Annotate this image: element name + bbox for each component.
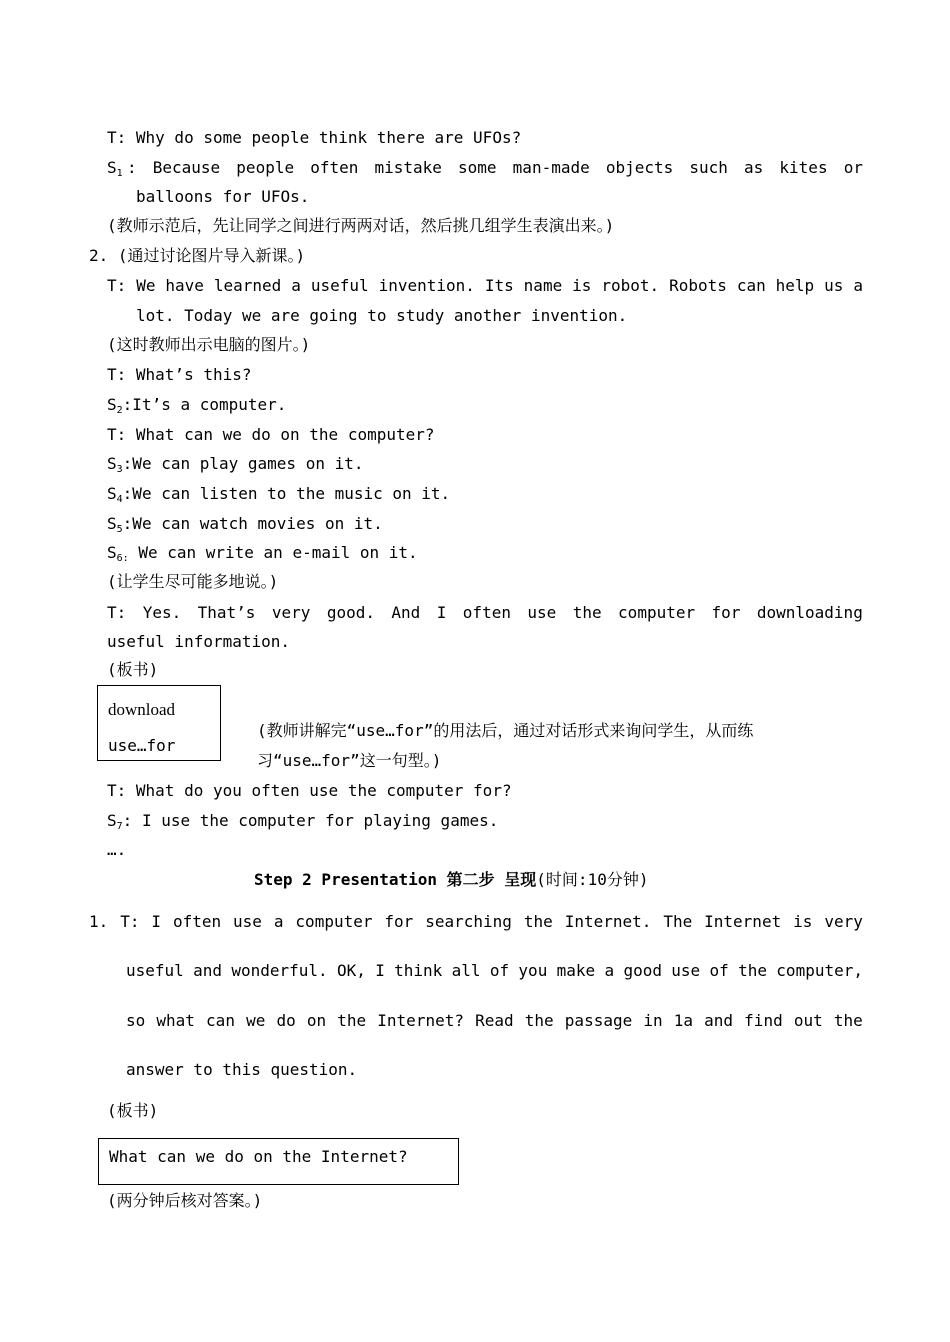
word: 1a [673, 1011, 694, 1030]
word: mistake [374, 158, 442, 177]
board-box-1 [97, 685, 221, 761]
word: the [833, 1011, 863, 1030]
word: Because [152, 158, 221, 177]
board-word-download: download [108, 700, 176, 719]
board-label-2: (板书) [107, 1101, 159, 1120]
word: is [572, 276, 592, 295]
presentation-line-1 [89, 912, 863, 932]
word: as [744, 158, 764, 177]
word: have [165, 276, 204, 295]
word: a [604, 961, 615, 980]
word: T: [107, 603, 127, 622]
dialogue-line-s4: $S_4:We$ can listen to the music on it. [107, 484, 451, 505]
word: often [462, 603, 511, 622]
word: learned [213, 276, 282, 295]
teacher-note-5: (两分钟后核对答案。) [107, 1191, 263, 1210]
word: so [126, 1011, 146, 1030]
word: robot. [601, 276, 660, 295]
word: useful [126, 961, 184, 980]
word: on [306, 1011, 327, 1030]
dialogue-line-t-ufos: T: Why do some people think there are UFOs? [107, 128, 522, 147]
word: a [291, 276, 301, 295]
word: find [744, 1011, 783, 1030]
word: kites [779, 158, 828, 177]
dialogue-line-t-what-can: T: What can we do on the computer? [107, 425, 435, 444]
word: all [451, 961, 481, 980]
word: some [458, 158, 497, 177]
presentation-line-4: answer to this question. [126, 1060, 358, 1079]
word: a [273, 912, 284, 931]
list-item-2: 2. (通过讨论图片导入新课。) [89, 246, 306, 265]
board-question: What can we do on the Internet? [109, 1147, 408, 1166]
teacher-note-4: (教师讲解完“use…for”的用法后，通过对话形式来询问学生，从而练 [257, 721, 754, 740]
word: help [775, 276, 815, 295]
word: We [136, 276, 156, 295]
word: Robots [669, 276, 727, 295]
word: Internet [704, 912, 782, 931]
word: 1. [89, 912, 109, 931]
board-box-2 [98, 1138, 459, 1185]
word: use [671, 961, 701, 980]
word: use [233, 912, 262, 931]
word: in [643, 1011, 663, 1030]
word: people [236, 158, 295, 177]
word: often [172, 912, 222, 931]
word: The [663, 912, 693, 931]
word: man-made [512, 158, 590, 177]
word: T: [107, 276, 127, 295]
word: often [310, 158, 359, 177]
word: I [151, 912, 162, 931]
word: Internet? [377, 1011, 464, 1030]
dialogue-line-t-robots [107, 276, 863, 296]
word: can [736, 276, 766, 295]
dialogue-line-t-robots-cont: lot. Today we are going to study another invention. [136, 306, 628, 325]
word: very [271, 603, 311, 622]
dialogue-line-t-whats-this: T: What’s this? [107, 365, 252, 384]
step2-heading: Step 2 Presentation 第二步 呈现(时间:10分钟) [254, 870, 649, 889]
word: and [193, 961, 223, 980]
word: and [704, 1011, 734, 1030]
word: we [246, 1011, 266, 1030]
word: such [689, 158, 728, 177]
word: Its [484, 276, 514, 295]
teacher-note-3: (让学生尽可能多地说。) [107, 572, 279, 591]
word: OK, [336, 961, 366, 980]
dialogue-line-s6: $S_{6:}$ We can write an e-mail on it. [107, 543, 418, 564]
word: Read [475, 1011, 514, 1030]
speaker-s1: $S_1$ [107, 158, 123, 179]
board-label-1: (板书) [107, 660, 159, 679]
presentation-line-2 [126, 961, 863, 981]
word: of [709, 961, 729, 980]
dialogue-line-s5: $S_5:We$ can watch movies on it. [107, 514, 383, 535]
word: I [436, 603, 447, 622]
word: for [384, 912, 414, 931]
dialogue-line-s7: $S_7$: I use the computer for playing games. [107, 811, 499, 832]
teacher-note-1: (教师示范后，先让同学之间进行两两对话，然后挑几组学生表演出来。) [107, 216, 615, 235]
word: or [843, 158, 863, 177]
dialogue-line-s3: $S_3:We$ can play games on it. [107, 454, 364, 475]
word: can [206, 1011, 235, 1030]
word: very [824, 912, 863, 931]
word: computer [295, 912, 373, 931]
word: think [394, 961, 443, 980]
word: good [623, 961, 662, 980]
ellipsis: …. [107, 840, 127, 859]
word: use [527, 603, 557, 622]
word: what [156, 1011, 195, 1030]
word: passage [564, 1011, 633, 1030]
teacher-note-2: (这时教师出示电脑的图片。) [107, 335, 311, 354]
word: the [523, 912, 553, 931]
word: Yes. [142, 603, 182, 622]
word: the [738, 961, 767, 980]
word: wonderful. [231, 961, 328, 980]
word: make [556, 961, 596, 980]
teacher-note-4-cont: 习“use…for”这一句型。) [257, 751, 442, 770]
word: searching [425, 912, 512, 931]
dialogue-line-t-use-for: T: What do you often use the computer for? [107, 781, 512, 800]
word: objects [605, 158, 674, 177]
word: computer, [776, 961, 863, 980]
word: downloading [756, 603, 863, 622]
dialogue-line-s1-cont: balloons for UFOs. [136, 187, 310, 206]
word: you [518, 961, 548, 980]
word: do [276, 1011, 296, 1030]
dialogue-line-t-download-cont: useful information. [107, 632, 291, 651]
word: invention. [378, 276, 475, 295]
word: And [391, 603, 421, 622]
word: us [824, 276, 844, 295]
word: good. [326, 603, 375, 622]
word: the [337, 1011, 367, 1030]
dialogue-line-t-download [107, 603, 863, 623]
word: : [127, 158, 137, 177]
board-word-use-for: use…for [108, 736, 176, 755]
word: Internet. [564, 912, 652, 931]
word: T: [120, 912, 140, 931]
word: the [524, 1011, 554, 1030]
word: out [793, 1011, 823, 1030]
dialogue-line-s1 [127, 158, 863, 178]
word: for [711, 603, 741, 622]
word: I [375, 961, 385, 980]
word: a [853, 276, 863, 295]
word: the [572, 603, 602, 622]
word: That’s [197, 603, 256, 622]
word: is [793, 912, 813, 931]
word: computer [618, 603, 696, 622]
word: of [489, 961, 510, 980]
presentation-line-3 [126, 1011, 863, 1031]
dialogue-line-s2: $S_2:It’s$ a computer. [107, 395, 287, 416]
word: useful [310, 276, 369, 295]
word: name [523, 276, 563, 295]
